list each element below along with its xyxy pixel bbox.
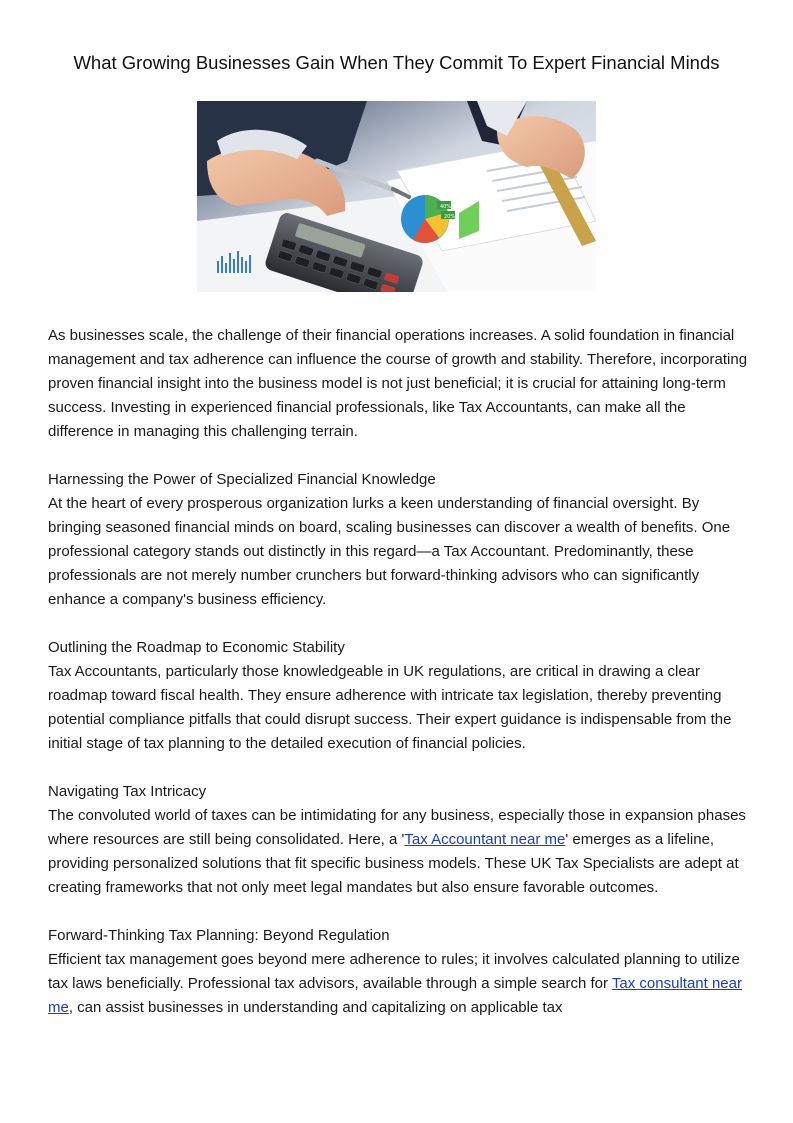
section-body-start: The convoluted world of taxes can be intimidating for any business, especially those in expansion phases where resources are still being consolidated. Here, a ' — [48, 807, 746, 848]
section-2 — [48, 636, 748, 756]
section-heading: Forward-Thinking Tax Planning: Beyond Regulation — [48, 927, 390, 944]
section-4 — [48, 924, 748, 1020]
section-1 — [48, 468, 748, 612]
page-title: What Growing Businesses Gain When They Commit To Expert Financial Minds — [73, 52, 720, 73]
section-body-end: ' emerges as a lifeline, providing personalized solutions that fit specific business models. These UK Tax Specialists are adept at creating frameworks that not only meet legal mandates but also ensure favorable outcomes. — [48, 831, 739, 896]
section-heading: Navigating Tax Intricacy — [48, 783, 207, 800]
tax-consultant-near-me-link[interactable]: Tax consultant near me — [48, 975, 742, 1016]
section-3 — [48, 780, 748, 900]
section-body-start: Efficient tax management goes beyond mere adherence to rules; it involves calculated planning to utilize tax laws beneficially. Professional tax advisors, available through a simple search for — [48, 951, 740, 992]
intro-paragraph: As businesses scale, the challenge of their financial operations increases. A solid foundation in financial management and tax adherence can influence the course of growth and stability. Therefore, incorporating proven financial insight into the business model is not just beneficial; it is crucial for attaining long-term success. Investing in experienced financial professionals, like Tax Accountants, can make all the difference in managing this challenging terrain. — [48, 327, 748, 440]
section-heading: Harnessing the Power of Specialized Financial Knowledge — [48, 471, 436, 488]
section-body-end: , can assist businesses in understanding and capitalizing on applicable tax — [68, 999, 563, 1016]
article-body — [48, 324, 748, 1044]
section-body: Tax Accountants, particularly those knowledgeable in UK regulations, are critical in drawing a clear roadmap toward fiscal health. They ensure adherence with intricate tax legislation, thereby preventing potential compliance pitfalls that could disrupt success. Their expert guidance is indispensable from the initial stage of tax planning to the detailed execution of financial policies. — [48, 663, 732, 752]
hero-illustration — [197, 101, 596, 292]
chart-label-40: 40% — [440, 204, 452, 210]
hero-image — [197, 101, 596, 292]
tax-accountant-near-me-link[interactable]: Tax Accountant near me — [404, 831, 566, 848]
section-heading: Outlining the Roadmap to Economic Stability — [48, 639, 345, 656]
chart-label-20: 20% — [444, 214, 456, 220]
section-body: At the heart of every prosperous organization lurks a keen understanding of financial oversight. By bringing seasoned financial minds on board, scaling businesses can discover a wealth of benefits. One professional category stands out distinctly in this regard—a Tax Accountant. Predominantly, these professionals are not merely number crunchers but forward-thinking advisors who can significantly enhance a company's business efficiency. — [48, 495, 731, 608]
